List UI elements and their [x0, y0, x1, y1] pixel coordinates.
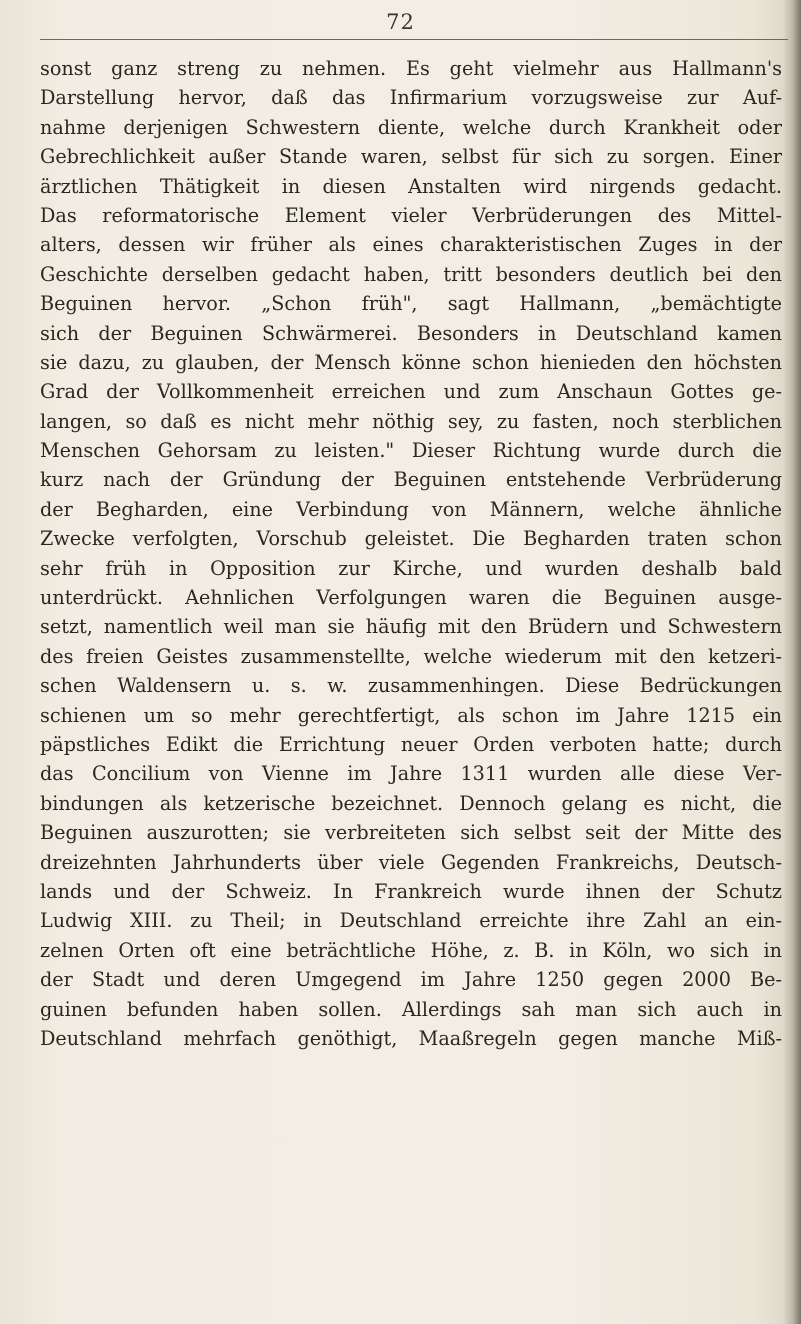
- text-line: alters, dessen wir früher als eines charakteristischen Zuges in der: [40, 233, 782, 257]
- text-line: sehr früh in Opposition zur Kirche, und wurden deshalb bald: [40, 556, 782, 580]
- text-line: Beguinen hervor. „Schon früh", sagt Hallmann, „bemächtigte: [40, 292, 782, 316]
- text-line: schen Waldensern u. s. w. zusammenhingen. Diese Bedrückungen: [40, 674, 782, 698]
- text-line: Menschen Gehorsam zu leisten." Dieser Richtung wurde durch die: [40, 439, 782, 463]
- text-line: langen, so daß es nicht mehr nöthig sey, zu fasten, noch sterblichen: [40, 409, 782, 433]
- text-line: Grad der Vollkommenheit erreichen und zum Anschaun Gottes ge-: [40, 380, 782, 404]
- text-line: Darstellung hervor, daß das Infirmarium vorzugsweise zur Auf-: [40, 86, 782, 110]
- page-number: 72: [386, 10, 415, 34]
- page-edge-shadow: [783, 0, 801, 1324]
- text-line: Deutschland mehrfach genöthigt, Maaßregeln gegen manche Miß-: [40, 1026, 782, 1050]
- text-line: sonst ganz streng zu nehmen. Es geht vielmehr aus Hallmann's: [40, 57, 782, 80]
- text-line: päpstliches Edikt die Errichtung neuer Orden verboten hatte; durch: [40, 732, 782, 756]
- text-line: setzt, namentlich weil man sie häufig mit den Brüdern und Schwestern: [40, 615, 782, 639]
- text-line: nahme derjenigen Schwestern diente, welche durch Krankheit oder: [40, 115, 782, 139]
- text-line: das Concilium von Vienne im Jahre 1311 wurden alle diese Ver-: [40, 762, 782, 786]
- header-rule: [40, 39, 788, 40]
- text-line: guinen befunden haben sollen. Allerdings sah man sich auch in: [40, 997, 782, 1021]
- text-line: lands und der Schweiz. In Frankreich wurde ihnen der Schutz: [40, 879, 782, 903]
- text-line: sie dazu, zu glauben, der Mensch könne schon hienieden den höchsten: [40, 350, 782, 374]
- text-line: Ludwig XIII. zu Theil; in Deutschland erreichte ihre Zahl an ein-: [40, 909, 782, 933]
- text-line: zelnen Orten oft eine beträchtliche Höhe, z. B. in Köln, wo sich in: [40, 938, 782, 962]
- text-line: ärztlichen Thätigkeit in diesen Anstalten wird nirgends gedacht.: [40, 174, 782, 198]
- text-line: Zwecke verfolgten, Vorschub geleistet. Die Begharden traten schon: [40, 527, 782, 551]
- text-line: Beguinen auszurotten; sie verbreiteten sich selbst seit der Mitte des: [40, 821, 782, 845]
- text-line: des freien Geistes zusammenstellte, welche wiederum mit den ketzeri-: [40, 644, 782, 668]
- text-line: Geschichte derselben gedacht haben, tritt besonders deutlich bei den: [40, 262, 782, 286]
- body-text: [40, 54, 782, 1053]
- text-line: Das reformatorische Element vieler Verbrüderungen des Mittel-: [40, 203, 782, 227]
- text-line: unterdrückt. Aehnlichen Verfolgungen waren die Beguinen ausge-: [40, 586, 782, 610]
- text-line: der Begharden, eine Verbindung von Männern, welche ähnliche: [40, 497, 782, 521]
- text-line: Gebrechlichkeit außer Stande waren, selbst für sich zu sorgen. Einer: [40, 145, 782, 169]
- text-line: dreizehnten Jahrhunderts über viele Gegenden Frankreichs, Deutsch-: [40, 850, 782, 874]
- text-line: schienen um so mehr gerechtfertigt, als schon im Jahre 1215 ein: [40, 703, 782, 727]
- text-line: bindungen als ketzerische bezeichnet. Dennoch gelang es nicht, die: [40, 791, 782, 815]
- text-line: sich der Beguinen Schwärmerei. Besonders in Deutschland kamen: [40, 321, 782, 345]
- text-line: der Stadt und deren Umgegend im Jahre 1250 gegen 2000 Be-: [40, 968, 782, 992]
- text-line: kurz nach der Gründung der Beguinen entstehende Verbrüderung: [40, 468, 782, 492]
